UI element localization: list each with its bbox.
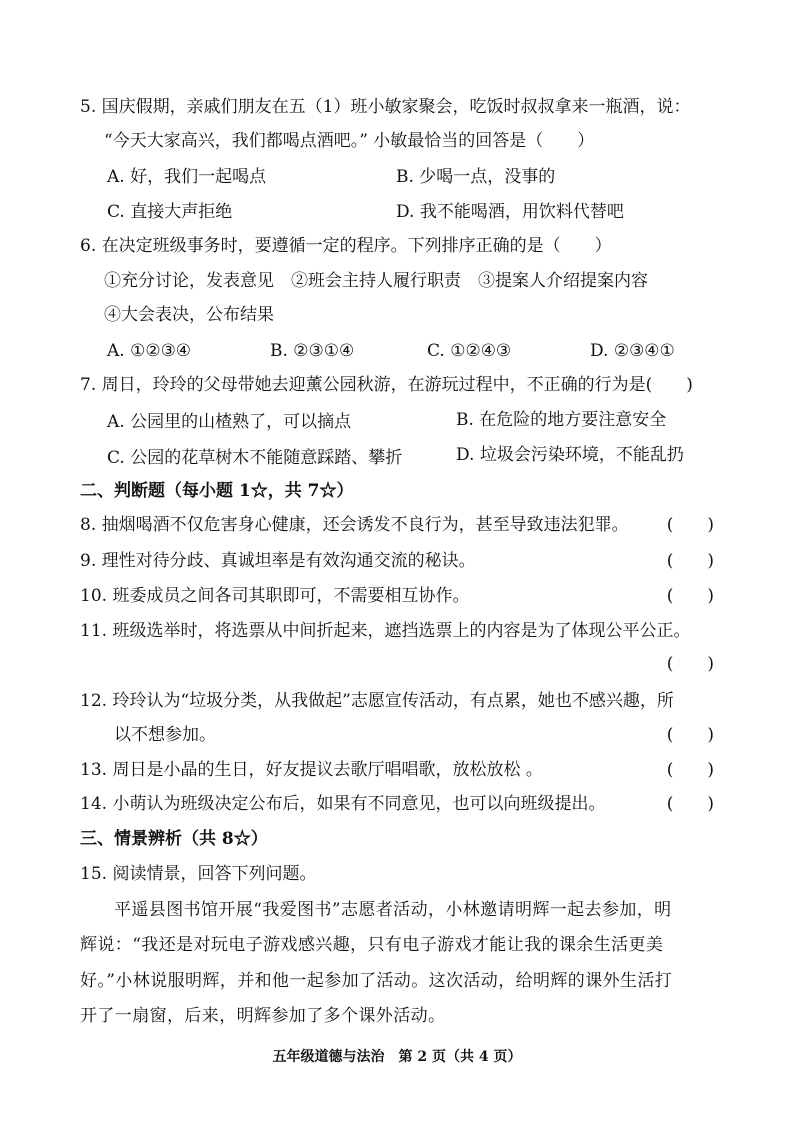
section-judge-heading: 二、判断题（每小题 1☆，共 7☆） — [80, 481, 354, 501]
judge-q11: 11. 班级选举时，将选票从中间折起来，遮挡选票上的内容是为了体现公平公正。 — [80, 621, 691, 641]
judge-q14-answer[interactable]: ( ) — [666, 794, 714, 814]
q5-line1: 5. 国庆假期，亲戚们朋友在五（1）班小敏家聚会，吃饭时叔叔拿来一瓶酒，说： — [80, 97, 691, 117]
q7-option-a: A. 公园里的山楂熟了，可以摘点 — [107, 412, 352, 432]
judge-q8-answer[interactable]: ( ) — [666, 515, 714, 535]
judge-q12-line1: 12. 玲玲认为“垃圾分类，从我做起”志愿宣传活动，有点累，她也不感兴趣，所 — [80, 691, 674, 711]
q5-line2: “今天大家高兴，我们都喝点酒吧。” 小敏最恰当的回答是（ ） — [104, 131, 595, 151]
q7-option-b: B. 在危险的地方要注意安全 — [456, 410, 667, 430]
q15-passage-line3: 好。”小林说服明辉，并和他一起参加了活动。这次活动，给明辉的课外生活打 — [80, 971, 673, 991]
judge-q12-line2: 以不想参加。 — [114, 725, 216, 745]
q6-option-c: C. ①②④③ — [427, 341, 512, 361]
page-footer: 五年级道德与法治 第 2 页（共 4 页） — [272, 1049, 522, 1065]
judge-q8: 8. 抽烟喝酒不仅危害身心健康，还会诱发不良行为，甚至导致违法犯罪。 — [80, 515, 629, 535]
q15-prompt: 15. 阅读情景，回答下列问题。 — [80, 864, 317, 884]
q6-option-b: B. ②③①④ — [270, 341, 355, 361]
q6-option-a: A. ①②③④ — [107, 341, 192, 361]
q6-option-d: D. ②③④① — [590, 341, 675, 361]
judge-q13: 13. 周日是小晶的生日，好友提议去歌厅唱唱歌，放松放松 。 — [80, 760, 543, 780]
q6-line3: ④大会表决，公布结果 — [104, 305, 274, 325]
q7-line1: 7. 周日，玲玲的父母带她去迎薰公园秋游，在游玩过程中，不正确的行为是( ) — [80, 375, 693, 395]
judge-q13-answer[interactable]: ( ) — [666, 760, 714, 780]
q7-option-c: C. 公园的花草树木不能随意踩踏、攀折 — [107, 448, 403, 468]
q5-option-c: C. 直接大声拒绝 — [107, 202, 233, 222]
q5-option-d: D. 我不能喝酒，用饮料代替吧 — [396, 202, 624, 222]
judge-q9-answer[interactable]: ( ) — [666, 551, 714, 571]
q15-passage-line4: 开了一扇窗，后来，明辉参加了多个课外活动。 — [80, 1006, 446, 1026]
judge-q10-answer[interactable]: ( ) — [666, 586, 714, 606]
q15-passage-line1: 平遥县图书馆开展“我爱图书”志愿者活动，小林邀请明辉一起去参加，明 — [114, 900, 672, 920]
judge-q14: 14. 小萌认为班级决定公布后，如果有不同意见，也可以向班级提出。 — [80, 794, 606, 814]
judge-q10: 10. 班委成员之间各司其职即可，不需要相互协作。 — [80, 586, 470, 606]
q15-passage-line2: 辉说：“我还是对玩电子游戏感兴趣，只有电子游戏才能让我的课余生活更美 — [80, 935, 664, 955]
judge-q9: 9. 理性对待分歧、真诚坦率是有效沟通交流的秘诀。 — [80, 551, 476, 571]
section-scenario-heading: 三、情景辨析（共 8☆） — [80, 829, 268, 849]
q5-option-b: B. 少喝一点，没事的 — [396, 167, 556, 187]
q6-line2: ①充分讨论，发表意见 ②班会主持人履行职责 ③提案人介绍提案内容 — [104, 271, 648, 291]
q7-option-d: D. 垃圾会污染环境，不能乱扔 — [456, 445, 684, 465]
judge-q12-answer[interactable]: ( ) — [666, 725, 714, 745]
judge-q11-answer[interactable]: ( ) — [666, 654, 714, 674]
q6-line1: 6. 在决定班级事务时，要遵循一定的程序。下列排序正确的是（ ） — [80, 236, 612, 256]
q5-option-a: A. 好，我们一起喝点 — [107, 167, 267, 187]
